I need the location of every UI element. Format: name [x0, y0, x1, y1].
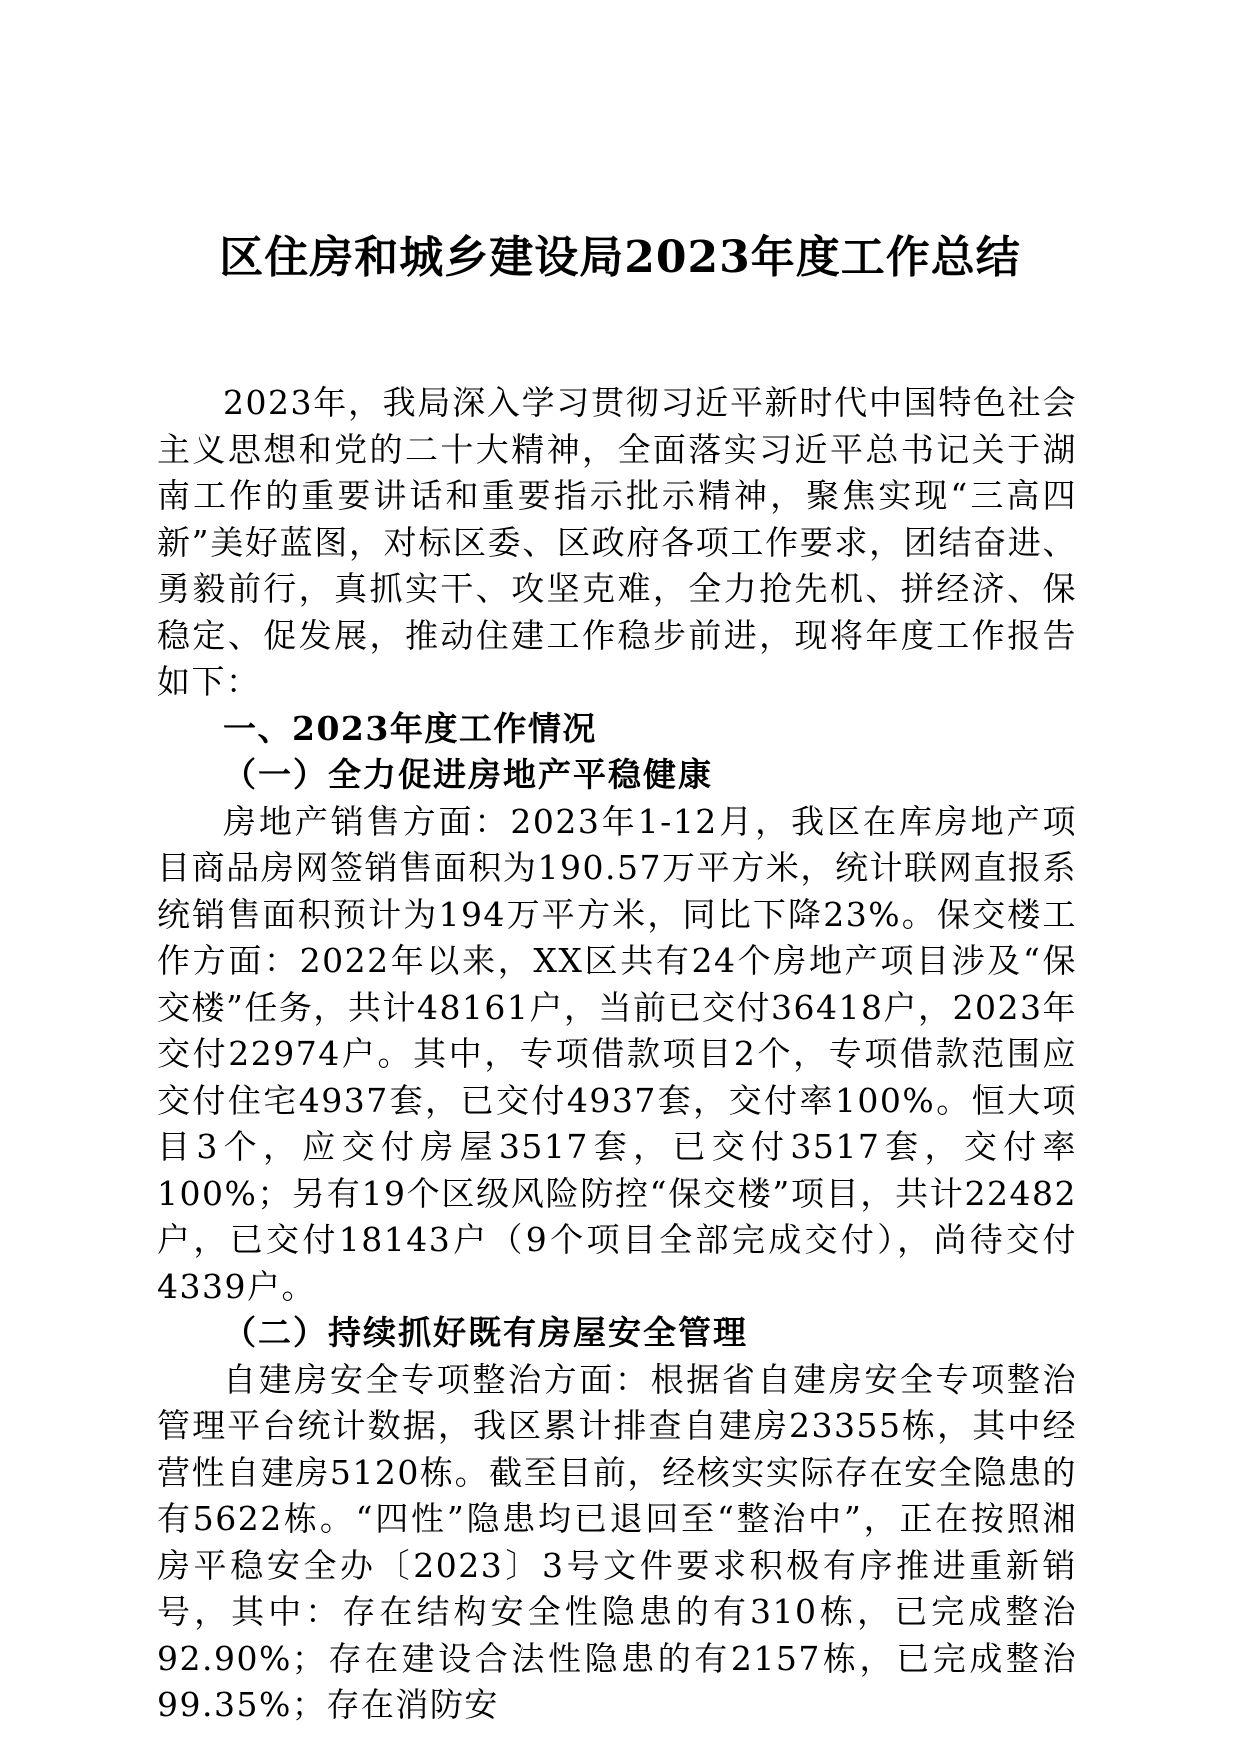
document-body: [157, 380, 1077, 1729]
subsection-2-paragraph: 自建房安全专项整治方面：根据省自建房安全专项整治管理平台统计数据，我区累计排查自建房23355栋，其中经营性自建房5120栋。截至目前，经核实实际存在安全隐患的有5622栋。“四性”隐患均已退回至“整治中”，正在按照湘房平稳安全办〔2023〕3号文件要求积极有序推进重新销号，其中：存在结构安全性隐患的有310栋，已完成整治92.90%；存在建设合法性隐患的有2157栋，已完成整治99.35%；存在消防安: [157, 1359, 1077, 1724]
subsection-1-paragraph: 房地产销售方面：2023年1-12月，我区在库房地产项目商品房网签销售面积为190.57万平方米，统计联网直报系统销售面积预计为194万平方米，同比下降23%。保交楼工作方面：2022年以来，XX区共有24个房地产项目涉及“保交楼”任务，共计48161户，当前已交付36418户，2023年交付22974户。其中，专项借款项目2个，专项借款范围应交付住宅4937套，已交付4937套，交付率100%。恒大项目3个，应交付房屋3517套，已交付3517套，交付率100%；另有19个区级风险防控“保交楼”项目，共计22482户，已交付18143户（9个项目全部完成交付），尚待交付4339户。: [157, 801, 1077, 1306]
intro-paragraph: 2023年，我局深入学习贯彻习近平新时代中国特色社会主义思想和党的二十大精神，全面落实习近平总书记关于湖南工作的重要讲话和重要指示批示精神，聚焦实现“三高四新”美好蓝图，对标区委、区政府各项工作要求，团结奋进、勇毅前行，真抓实干、攻坚克难，全力抢先机、拼经济、保稳定、促发展，推动住建工作稳步前进，现将年度工作报告如下：: [157, 383, 1077, 701]
section-heading-1: 一、2023年度工作情况: [223, 708, 597, 748]
subsection-heading-2: （二）持续抓好既有房屋安全管理: [223, 1313, 748, 1352]
subsection-heading-1: （一）全力促进房地产平稳健康: [223, 755, 713, 794]
document-title: 区住房和城乡建设局2023年度工作总结: [219, 232, 1021, 283]
